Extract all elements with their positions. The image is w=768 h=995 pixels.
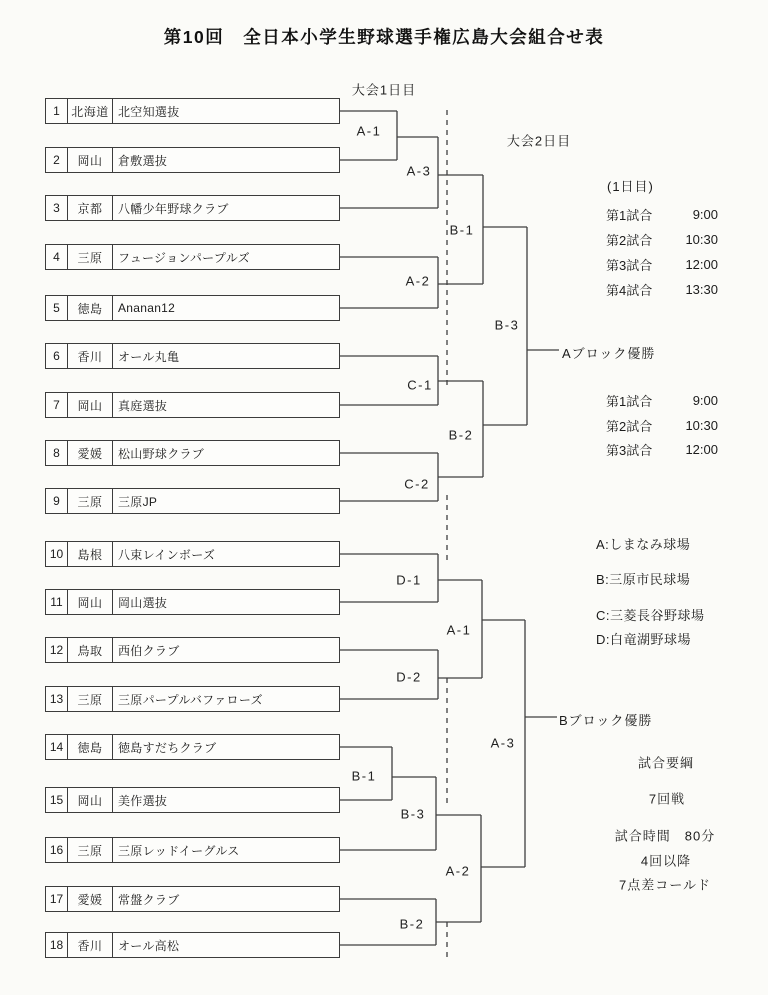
team-name: 倉敷選抜 bbox=[118, 153, 168, 168]
team-row-4 bbox=[45, 244, 340, 270]
match-time: 9:00 bbox=[692, 206, 718, 222]
day1-header: 大会1日目 bbox=[351, 82, 417, 98]
team-number: 7 bbox=[46, 393, 68, 417]
team-number: 15 bbox=[46, 788, 68, 812]
page-title: 第10回 全日本小学生野球選手権広島大会組合せ表 bbox=[163, 27, 605, 47]
team-prefecture: 岡山 bbox=[68, 393, 113, 417]
team-name: フュージョンパープルズ bbox=[118, 250, 250, 265]
team-number: 10 bbox=[46, 542, 68, 566]
team-name: 岡山選抜 bbox=[118, 595, 168, 610]
team-prefecture: 三原 bbox=[68, 245, 113, 269]
team-name: 松山野球クラブ bbox=[118, 446, 205, 461]
team-row-18 bbox=[45, 932, 340, 958]
match-time: 12:00 bbox=[685, 256, 718, 272]
match-label-b3-day2: B-3 bbox=[494, 317, 520, 333]
regulations-game-time: 試合時間 80分 bbox=[614, 828, 716, 844]
team-name: 真庭選抜 bbox=[118, 398, 168, 413]
regulations-after-4th: 4回以降 bbox=[640, 853, 692, 869]
a-block-winner-label: Aブロック優勝 bbox=[562, 346, 656, 361]
match-no: 第3試合 bbox=[606, 257, 653, 273]
match-label-b2-day1: B-2 bbox=[399, 916, 425, 932]
match-label-b3-day1: B-3 bbox=[400, 806, 426, 822]
match-time: 10:30 bbox=[685, 417, 718, 433]
team-name: 三原JP bbox=[118, 494, 158, 509]
match-label-d2-day1: D-2 bbox=[396, 669, 422, 685]
team-row-5 bbox=[45, 295, 340, 321]
team-prefecture: 徳島 bbox=[68, 296, 113, 320]
match-no: 第2試合 bbox=[606, 232, 653, 248]
team-number: 9 bbox=[46, 489, 68, 513]
match-no: 第1試合 bbox=[606, 207, 653, 223]
schedule-day1-row bbox=[606, 205, 718, 223]
team-prefecture: 香川 bbox=[68, 344, 113, 368]
team-row-3 bbox=[45, 195, 340, 221]
team-number: 3 bbox=[46, 196, 68, 220]
team-row-1 bbox=[45, 98, 340, 124]
team-number: 1 bbox=[46, 99, 68, 123]
team-number: 11 bbox=[46, 590, 68, 614]
team-prefecture: 岡山 bbox=[68, 788, 113, 812]
match-label-b2-day2: B-2 bbox=[448, 427, 474, 443]
match-time: 12:00 bbox=[685, 441, 718, 457]
team-number: 4 bbox=[46, 245, 68, 269]
team-row-8 bbox=[45, 440, 340, 466]
schedule-day2-row bbox=[606, 416, 718, 434]
team-name: オール丸亀 bbox=[118, 349, 180, 364]
venue-b: B:三原市民球場 bbox=[596, 572, 691, 587]
match-time: 10:30 bbox=[685, 231, 718, 247]
team-row-9 bbox=[45, 488, 340, 514]
match-no: 第3試合 bbox=[606, 442, 653, 458]
match-no: 第1試合 bbox=[606, 393, 653, 409]
schedule-day2-row bbox=[606, 440, 718, 458]
team-number: 16 bbox=[46, 838, 68, 862]
team-number: 8 bbox=[46, 441, 68, 465]
team-row-11 bbox=[45, 589, 340, 615]
team-name: 美作選抜 bbox=[118, 793, 168, 808]
team-prefecture: 北海道 bbox=[68, 99, 113, 123]
team-prefecture: 三原 bbox=[68, 838, 113, 862]
match-no: 第4試合 bbox=[606, 282, 653, 298]
match-label-a3-day1: A-3 bbox=[406, 163, 432, 179]
match-time: 13:30 bbox=[685, 281, 718, 297]
team-number: 12 bbox=[46, 638, 68, 662]
match-no: 第2試合 bbox=[606, 418, 653, 434]
regulations-innings: 7回戦 bbox=[648, 791, 686, 807]
team-name: 八束レインボーズ bbox=[118, 547, 216, 562]
match-label-a3-day2: A-3 bbox=[490, 735, 516, 751]
team-row-15 bbox=[45, 787, 340, 813]
team-number: 17 bbox=[46, 887, 68, 911]
schedule-day2-row bbox=[606, 391, 718, 409]
team-prefecture: 愛媛 bbox=[68, 887, 113, 911]
match-time: 9:00 bbox=[692, 392, 718, 408]
team-prefecture: 徳島 bbox=[68, 735, 113, 759]
team-name: 西伯クラブ bbox=[118, 643, 180, 658]
team-number: 13 bbox=[46, 687, 68, 711]
regulations-heading: 試合要綱 bbox=[637, 755, 695, 771]
schedule-day1-header: (1日目) bbox=[607, 179, 654, 194]
team-number: 6 bbox=[46, 344, 68, 368]
team-row-16 bbox=[45, 837, 340, 863]
team-name: 徳島すだちクラブ bbox=[118, 740, 217, 755]
team-prefecture: 三原 bbox=[68, 687, 113, 711]
team-name: 北空知選抜 bbox=[118, 104, 180, 119]
team-prefecture: 岡山 bbox=[68, 148, 113, 172]
team-name: 常盤クラブ bbox=[118, 892, 180, 907]
team-row-13 bbox=[45, 686, 340, 712]
team-prefecture: 京都 bbox=[68, 196, 113, 220]
team-name: オール高松 bbox=[118, 938, 180, 953]
team-prefecture: 愛媛 bbox=[68, 441, 113, 465]
team-row-6 bbox=[45, 343, 340, 369]
b-block-winner-label: Bブロック優勝 bbox=[559, 713, 653, 728]
team-row-7 bbox=[45, 392, 340, 418]
team-number: 18 bbox=[46, 933, 68, 957]
team-name: 三原レッドイーグルス bbox=[118, 843, 240, 858]
match-label-a2-day2: A-2 bbox=[445, 863, 471, 879]
team-row-2 bbox=[45, 147, 340, 173]
team-number: 2 bbox=[46, 148, 68, 172]
day2-header: 大会2日目 bbox=[506, 133, 572, 149]
team-number: 5 bbox=[46, 296, 68, 320]
team-prefecture: 鳥取 bbox=[68, 638, 113, 662]
venue-a: A:しまなみ球場 bbox=[596, 537, 691, 552]
team-row-14 bbox=[45, 734, 340, 760]
schedule-day1-row bbox=[606, 280, 718, 298]
team-prefecture: 岡山 bbox=[68, 590, 113, 614]
match-label-b1-day2: B-1 bbox=[449, 222, 475, 238]
team-row-12 bbox=[45, 637, 340, 663]
team-number: 14 bbox=[46, 735, 68, 759]
match-label-a1-day1: A-1 bbox=[356, 123, 382, 139]
schedule-day1-row bbox=[606, 230, 718, 248]
team-name: 三原パープルバファローズ bbox=[118, 692, 263, 707]
venue-c: C:三菱長谷野球場 bbox=[596, 608, 705, 623]
match-label-d1-day1: D-1 bbox=[396, 572, 422, 588]
team-prefecture: 島根 bbox=[68, 542, 113, 566]
team-prefecture: 香川 bbox=[68, 933, 113, 957]
venue-d: D:白竜湖野球場 bbox=[596, 632, 692, 647]
regulations-called-game: 7点差コールド bbox=[619, 877, 711, 893]
schedule-day1-row bbox=[606, 255, 718, 273]
match-label-a1-day2: A-1 bbox=[446, 622, 472, 638]
match-label-c2-day1: C-2 bbox=[404, 476, 430, 492]
match-label-a2-day1: A-2 bbox=[405, 273, 431, 289]
team-prefecture: 三原 bbox=[68, 489, 113, 513]
team-name: Ananan12 bbox=[118, 301, 176, 315]
team-row-10 bbox=[45, 541, 340, 567]
match-label-b1-day1: B-1 bbox=[351, 768, 377, 784]
match-label-c1-day1: C-1 bbox=[407, 377, 433, 393]
team-row-17 bbox=[45, 886, 340, 912]
team-name: 八幡少年野球クラブ bbox=[118, 201, 229, 216]
